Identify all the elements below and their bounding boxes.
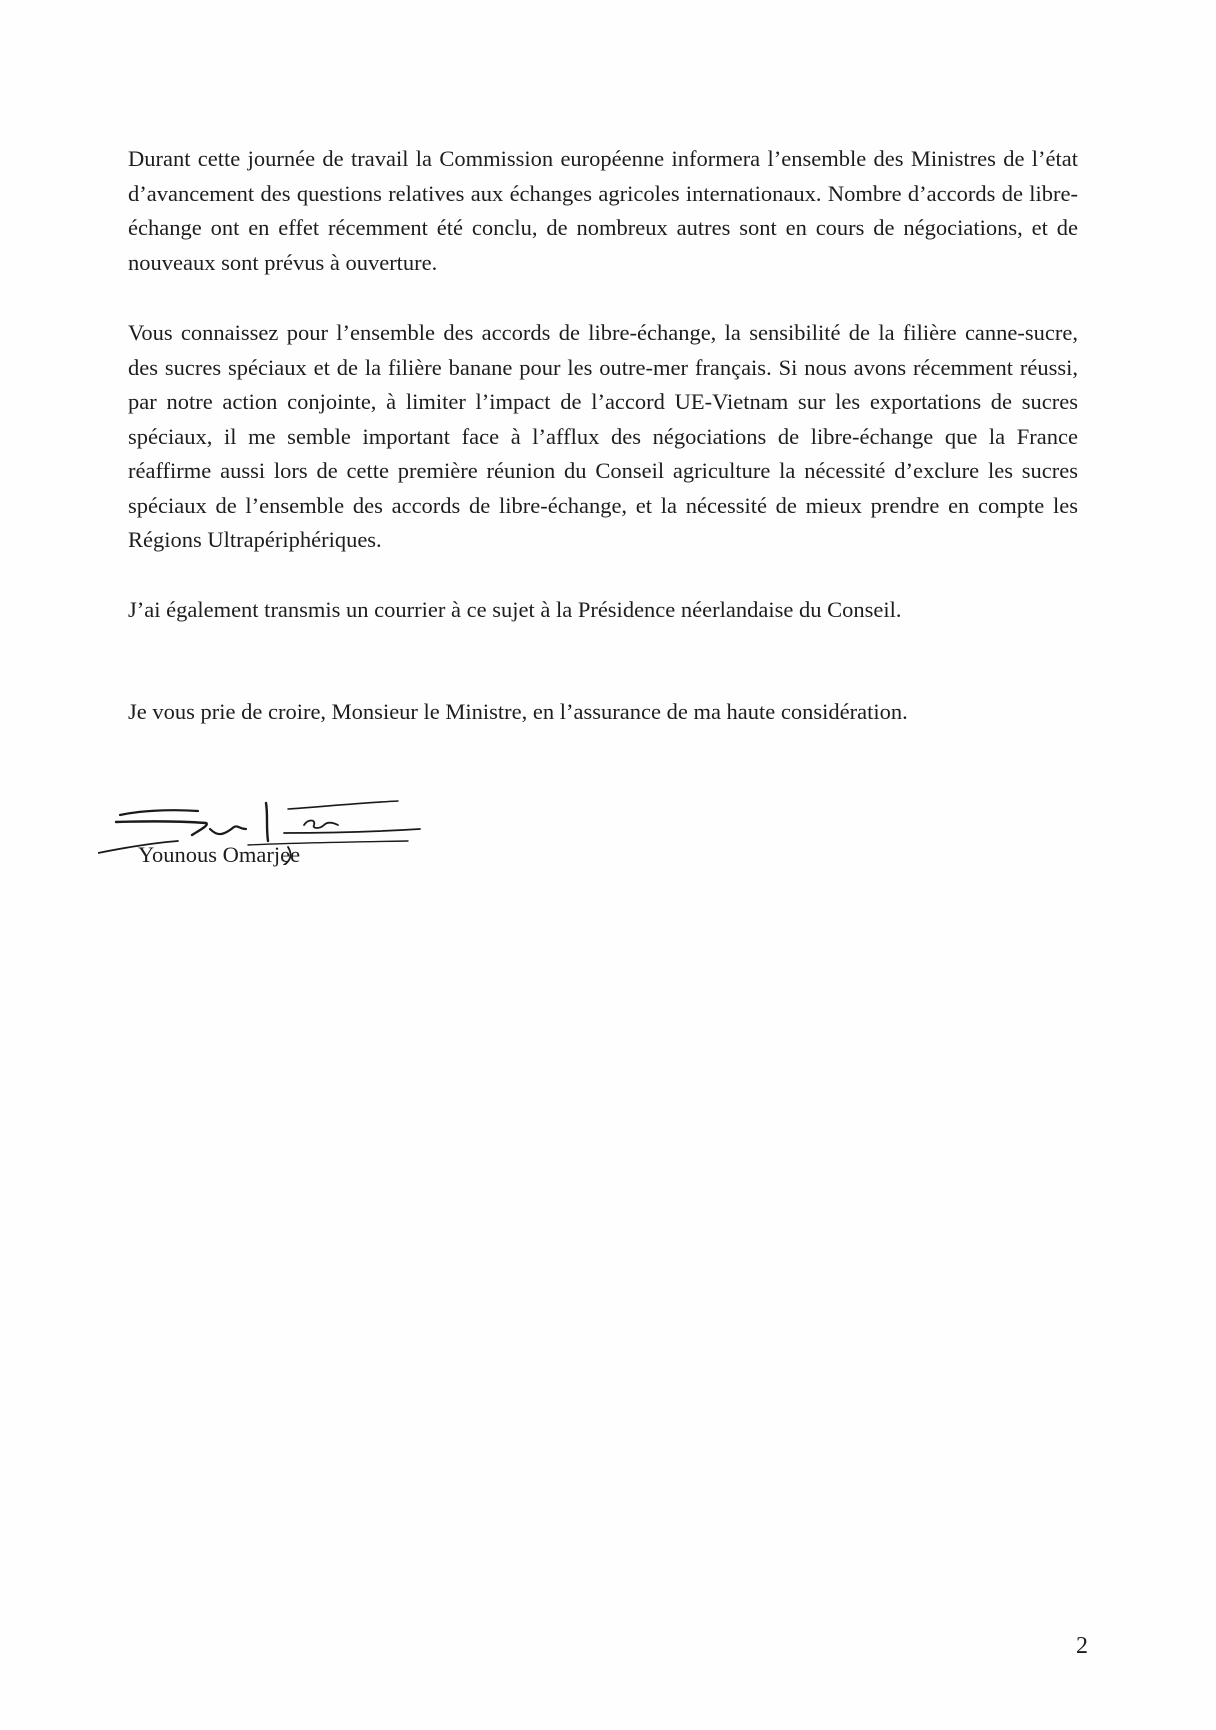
- paragraph-trade-agreements: Durant cette journée de travail la Commission européenne informera l’ensemble des Ministres de l’état d’avancement des questions relatives aux échanges agricoles internationaux. Nombre d’accords de libre-échange ont en effet récemment été conclu, de nombreux autres sont en cours de négociations, et de nouveaux sont prévus à ouverture.: [128, 146, 1078, 275]
- signatory-name: Younous Omarjee: [138, 842, 301, 867]
- page-number: 2: [1076, 1633, 1088, 1659]
- paragraph-courier-transmitted: J’ai également transmis un courrier à ce sujet à la Présidence néerlandaise du Conseil.: [128, 597, 902, 622]
- paragraph-sugar-sensitivity: Vous connaissez pour l’ensemble des accords de libre-échange, la sensibilité de la filière canne-sucre, des sucres spéciaux et de la filière banane pour les outre-mer français. Si nous avons récemment réussi, par notre action conjointe, à limiter l’impact de l’accord UE-Vietnam sur les exportations de sucres spéciaux, il me semble important face à l’afflux des négociations de libre-échange que la France réaffirme aussi lors de cette première réunion du Conseil agriculture la nécessité d’exclure les sucres spéciaux de l’ensemble des accords de libre-échange, et la nécessité de mieux prendre en compte les Régions Ultrapériphériques.: [128, 320, 1078, 552]
- paragraph-closing-formula: Je vous prie de croire, Monsieur le Ministre, en l’assurance de ma haute considération.: [128, 699, 908, 724]
